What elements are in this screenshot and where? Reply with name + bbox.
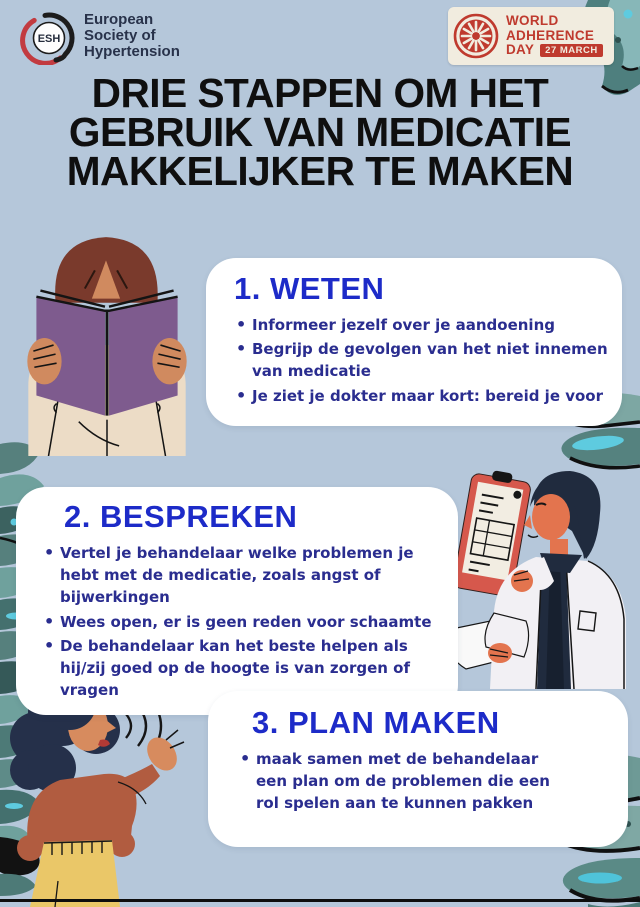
poster-title-line: DRIE STAPPEN OM HET [91,70,549,116]
step-1-bullet-list [234,314,614,407]
badge-title-line: DAY [506,42,535,58]
adherence-day-badge [448,7,614,65]
bullet-item: • Je ziet je dokter maar kort: bereid je voor [234,385,614,407]
step-card-1 [206,258,622,426]
step-2-bullet-list [42,542,448,701]
badge-title-line: ADHERENCE [506,27,595,43]
step-3-heading: 3. PLAN MAKEN [252,705,500,740]
step-1-heading: 1. WETEN [234,271,385,306]
bullet-item: • De behandelaar kan het beste helpen als hij/zij goed op de hoogte is van zorgen of vragen [42,635,448,702]
bullet-item: • maak samen met de behandelaar een plan om de problemen die een rol spelen aan te kunnen pakken [238,748,560,815]
esh-logo-icon [20,9,76,65]
badge-text [506,14,603,58]
sunburst-icon [453,13,499,59]
org-name-line: European [84,11,154,28]
esh-abbr: ESH [37,33,61,45]
bullet-item: • Wees open, er is geen reden voor schaamte [42,611,448,633]
step-2-heading: 2. BESPREKEN [64,499,298,534]
step-card-3 [208,691,628,847]
bottom-border-line [0,899,640,902]
badge-date-chip: 27 MARCH [540,44,603,57]
poster-title-line: GEBRUIK VAN MEDICATIE [68,109,572,155]
poster-title [3,70,637,194]
step-card-2 [16,487,458,715]
illustration-doctor-clipboard [438,460,640,690]
badge-title-line: WORLD [506,13,559,29]
org-name [84,12,180,60]
bullet-item: • Begrijp de gevolgen van het niet innemen van medicatie [234,338,614,382]
bullet-item: • Informeer jezelf over je aandoening [234,314,614,336]
step-3-bullet-list [238,748,560,815]
poster-title-line: MAKKELIJKER TE MAKEN [66,148,574,194]
illustration-person-reading [0,222,214,456]
esh-logo [20,9,180,65]
bullet-item: • Vertel je behandelaar welke problemen je hebt met de medicatie, zoals angst of bijwerkingen [42,542,448,609]
org-name-line: Society of [84,27,156,44]
org-name-line: Hypertension [84,43,180,60]
